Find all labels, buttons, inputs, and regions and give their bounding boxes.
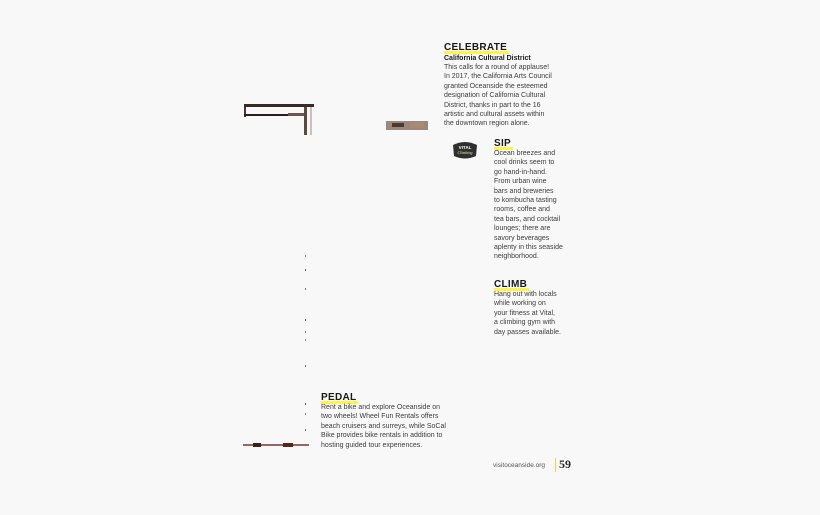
photo-fragment-bottom xyxy=(243,442,309,448)
photo-edge-dots xyxy=(305,255,307,445)
celebrate-heading: CELEBRATE xyxy=(444,42,508,53)
sip-body: Ocean breezes and cool drinks seem to go hand-in-hand. From urban wine bars and breweries to kombucha tasting rooms, coffee and tea bars, and cocktail lounges; there are savory beverages aplenty in this seaside neighborhood. xyxy=(494,150,563,261)
sip-heading: SIP xyxy=(494,138,512,149)
footer-url: visitoceanside.org xyxy=(493,462,546,469)
climb-heading: CLIMB xyxy=(494,279,528,290)
footer-divider xyxy=(555,458,556,472)
pedal-heading: PEDAL xyxy=(321,392,357,403)
vital-logo-icon xyxy=(450,140,480,160)
page-number: 59 xyxy=(559,457,571,471)
celebrate-subheading: California Cultural District xyxy=(444,55,531,62)
vital-logo-text-2: Climbing xyxy=(457,150,473,155)
celebrate-body: This calls for a round of applause! In 2017, the California Arts Council granted Oceanside the esteemed designation of California Cultural District, thanks in part to the 16 artistic and cultural assets within the downtown region alone. xyxy=(444,64,552,128)
photo-fragment-strip xyxy=(386,118,428,132)
vital-logo-text-1: VITAL xyxy=(458,145,472,150)
pedal-body: Rent a bike and explore Oceanside on two wheels! Wheel Fun Rentals offers beach cruisers and surreys, while SoCal Bike provides bike rentals in addition to hosting guided tour experiences. xyxy=(321,404,446,449)
climb-body: Hang out with locals while working on your fitness at Vital, a climbing gym with day passes available. xyxy=(494,291,561,336)
photo-fragment-top xyxy=(244,104,314,136)
